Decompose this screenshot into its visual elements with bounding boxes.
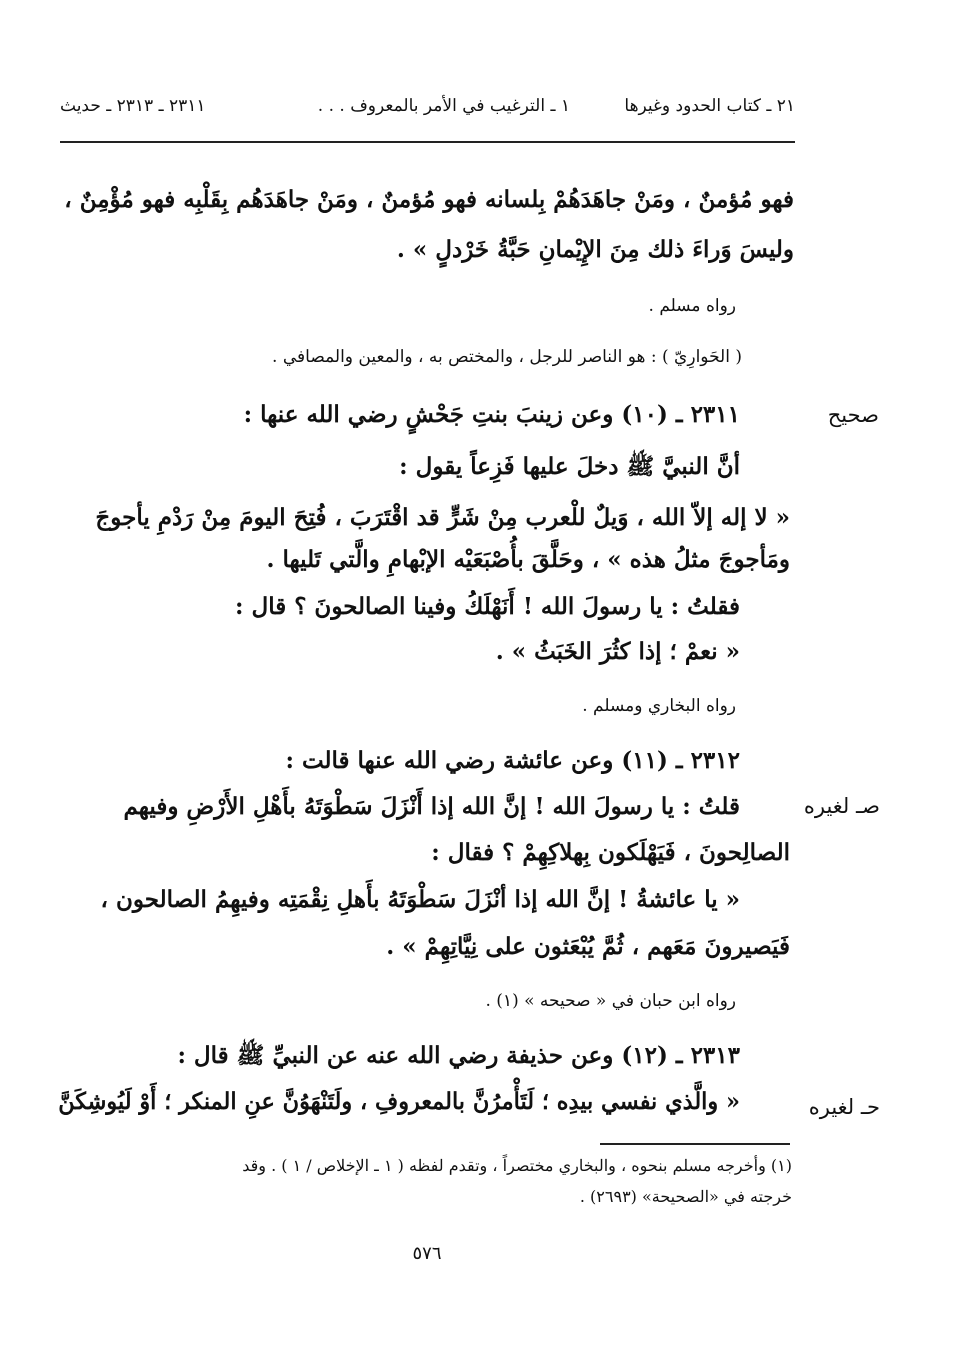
- header-hadith-range: ٢٣١١ ـ ٢٣١٣ ـ حديث: [60, 96, 206, 116]
- hadith-heading: ٢٣١٢ ـ (١١) وعن عائشة رضي الله عنها قالت :: [285, 747, 740, 774]
- header-divider: [60, 141, 795, 143]
- footnote-line: خرجته في «الصحيحة» (٢٦٩٣) .: [579, 1187, 792, 1206]
- text-line: ومَأجوجَ مثلُ هذه » ، وحَلَّقَ بأُصْبَعَيْه الإبْهامِ والَّتي تَليها .: [266, 546, 790, 573]
- text-line: « والَّذي نفسي بيدِه ؛ لَتَأْمرُنَّ بالمعروفِ ، ولَتَنْهَوُنَّ عنِ المنكر ؛ أَوْ لَيُوشِكَنَّ: [58, 1088, 740, 1115]
- header-section: ١ ـ الترغيب في الأمر بالمعروف . . .: [317, 96, 570, 116]
- grade-label: صحيح: [827, 403, 879, 427]
- running-header: [60, 96, 795, 126]
- footnote-line: (١) وأخرجه مسلم بنحوه ، والبخاري مختصراً ، وتقدم لفظه ( ١ ـ الإخلاص / ١ ) . وقد: [242, 1156, 792, 1175]
- text-line: فَيَصيرونَ مَعَهم ، ثُمَّ يُبْعَثون على نِيَّاتِهِمْ » .: [386, 933, 790, 960]
- grade-label: صـ لغيره: [803, 794, 880, 818]
- hadith-heading: ٢٣١٣ ـ (١٢) وعن حذيفة رضي الله عنه عن النبيِّ ﷺ قال :: [177, 1042, 740, 1069]
- footnote-divider: [600, 1143, 790, 1145]
- text-line: « لا إله إلاّ الله ، وَيلٌ للْعرب مِنْ شَرٍّ قد اقْتَرَبَ ، فُتِحَ اليومَ مِنْ رَدْمِ يأجوجَ: [95, 504, 790, 531]
- source-note: رواه البخاري ومسلم .: [582, 696, 736, 716]
- source-note: رواه مسلم .: [648, 296, 736, 316]
- source-note: رواه ابن حبان في « صحيحه » (١) .: [485, 991, 736, 1011]
- page-number: ٥٧٦: [412, 1243, 442, 1264]
- header-chapter: ٢١ ـ كتاب الحدود وغيرها: [624, 96, 795, 116]
- text-line: وليسَ وَراءَ ذلك مِنَ الإِيْمانِ حَبَّةُ خَرْدلٍ » .: [396, 236, 794, 263]
- grade-label: حـ لغيره: [808, 1095, 880, 1119]
- text-line: « نعمْ ؛ إذا كثُرَ الخَبَثُ » .: [495, 638, 740, 665]
- text-line: فقلتُ : يا رسولَ الله ! أَنَهْلَكُ وفينا الصالحونَ ؟ قال :: [235, 593, 740, 620]
- text-line: فهو مُؤمنٌ ، ومَنْ جاهَدَهُمْ بِلسانه فهو مُؤمنٌ ، ومَنْ جاهَدَهُم بِقَلْبِه فهو مُؤْمِنٌ ،: [64, 186, 794, 213]
- text-line: « يا عائشةُ ! إنَّ الله إذا أنْزَلَ سَطْوَتَهُ بأَهلِ نِقْمَتِه وفيهِمُ الصالحون ،: [100, 886, 740, 913]
- text-line: الصالِحونَ ، فَيَهْلَكون بِهلاكِهِمْ ؟ فقال :: [431, 839, 790, 866]
- text-line: قلتُ : يا رسولَ الله ! إنَّ الله إذا أَنْزَلَ سَطْوَتَهُ بأَهْلِ الأَرْضِ وفيهم: [123, 793, 740, 820]
- gloss-note: ( الحَوارِيّ ) : هو الناصر للرجل ، والمختص به ، والمعين والمصافي .: [272, 347, 742, 367]
- text-line: أنَّ النبيَّ ﷺ دخلَ عليها فَزِعاً يقول :: [399, 453, 740, 480]
- hadith-heading: ٢٣١١ ـ (١٠) وعن زينبَ بنتِ جَحْشٍ رضي الله عنها :: [243, 401, 740, 428]
